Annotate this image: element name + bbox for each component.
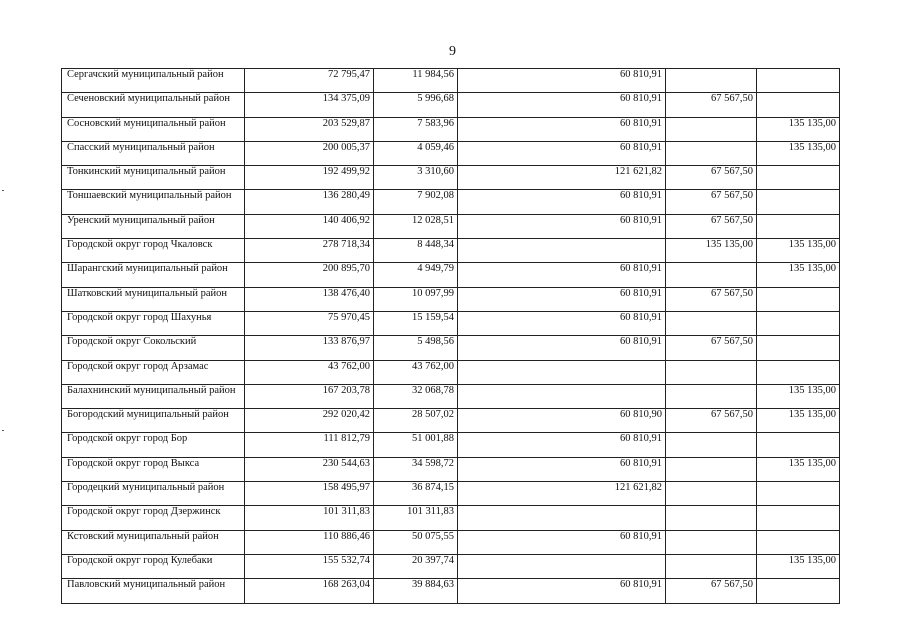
district-name-cell: Богородский муниципальный район <box>62 409 245 433</box>
amount-cell: 135 135,00 <box>757 554 840 578</box>
amount-cell <box>458 554 666 578</box>
table-row <box>62 530 840 554</box>
amount-cell: 5 498,56 <box>374 336 458 360</box>
amount-cell: 67 567,50 <box>666 287 757 311</box>
amount-cell: 8 448,34 <box>374 239 458 263</box>
amount-cell: 50 075,55 <box>374 530 458 554</box>
table-row <box>62 69 840 93</box>
amount-cell: 278 718,34 <box>245 239 374 263</box>
district-name-cell: Городской округ город Шахунья <box>62 311 245 335</box>
amount-cell: 67 567,50 <box>666 166 757 190</box>
amount-cell: 51 001,88 <box>374 433 458 457</box>
amount-cell <box>666 384 757 408</box>
district-name-cell: Сосновский муниципальный район <box>62 117 245 141</box>
amount-cell: 11 984,56 <box>374 69 458 93</box>
district-name-cell: Шарангский муниципальный район <box>62 263 245 287</box>
amount-cell <box>757 506 840 530</box>
amount-cell: 121 621,82 <box>458 482 666 506</box>
amount-cell <box>666 69 757 93</box>
amount-cell <box>458 239 666 263</box>
amount-cell: 60 810,91 <box>458 263 666 287</box>
table-row <box>62 506 840 530</box>
amount-cell: 135 135,00 <box>757 141 840 165</box>
table-row <box>62 166 840 190</box>
amount-cell <box>666 554 757 578</box>
amount-cell: 60 810,91 <box>458 190 666 214</box>
district-name-cell: Шатковский муниципальный район <box>62 287 245 311</box>
amount-cell: 200 895,70 <box>245 263 374 287</box>
district-name-cell: Городской округ Сокольский <box>62 336 245 360</box>
table-row <box>62 239 840 263</box>
amount-cell <box>757 311 840 335</box>
amount-cell: 203 529,87 <box>245 117 374 141</box>
amount-cell: 28 507,02 <box>374 409 458 433</box>
amount-cell: 10 097,99 <box>374 287 458 311</box>
amount-cell: 135 135,00 <box>757 239 840 263</box>
amount-cell <box>757 482 840 506</box>
table-row <box>62 287 840 311</box>
district-name-cell: Тоншаевский муниципальный район <box>62 190 245 214</box>
amount-cell: 3 310,60 <box>374 166 458 190</box>
amount-cell: 121 621,82 <box>458 166 666 190</box>
table-row <box>62 433 840 457</box>
amount-cell: 110 886,46 <box>245 530 374 554</box>
amount-cell <box>666 433 757 457</box>
amount-cell: 60 810,91 <box>458 69 666 93</box>
amount-cell: 230 544,63 <box>245 457 374 481</box>
budget-allocation-table <box>61 68 840 604</box>
amount-cell: 12 028,51 <box>374 214 458 238</box>
amount-cell: 60 810,91 <box>458 287 666 311</box>
district-name-cell: Сеченовский муниципальный район <box>62 93 245 117</box>
amount-cell <box>666 141 757 165</box>
district-name-cell: Уренский муниципальный район <box>62 214 245 238</box>
amount-cell: 135 135,00 <box>757 409 840 433</box>
table-row <box>62 93 840 117</box>
page-number: 9 <box>449 44 456 59</box>
amount-cell: 60 810,91 <box>458 311 666 335</box>
amount-cell <box>666 530 757 554</box>
amount-cell <box>757 336 840 360</box>
amount-cell: 34 598,72 <box>374 457 458 481</box>
amount-cell <box>757 214 840 238</box>
district-name-cell: Городской округ город Кулебаки <box>62 554 245 578</box>
district-name-cell: Сергачский муниципальный район <box>62 69 245 93</box>
district-name-cell: Городецкий муниципальный район <box>62 482 245 506</box>
amount-cell: 60 810,90 <box>458 409 666 433</box>
amount-cell: 133 876,97 <box>245 336 374 360</box>
amount-cell: 192 499,92 <box>245 166 374 190</box>
district-name-cell: Городской округ город Арзамас <box>62 360 245 384</box>
amount-cell <box>757 433 840 457</box>
amount-cell <box>757 69 840 93</box>
amount-cell: 43 762,00 <box>245 360 374 384</box>
table-row <box>62 579 840 603</box>
district-name-cell: Городской округ город Выкса <box>62 457 245 481</box>
amount-cell: 4 059,46 <box>374 141 458 165</box>
amount-cell: 67 567,50 <box>666 579 757 603</box>
amount-cell: 111 812,79 <box>245 433 374 457</box>
amount-cell: 135 135,00 <box>757 457 840 481</box>
district-name-cell: Кстовский муниципальный район <box>62 530 245 554</box>
amount-cell: 67 567,50 <box>666 214 757 238</box>
amount-cell <box>757 190 840 214</box>
amount-cell: 158 495,97 <box>245 482 374 506</box>
amount-cell <box>666 457 757 481</box>
amount-cell: 135 135,00 <box>666 239 757 263</box>
amount-cell <box>666 263 757 287</box>
table-row <box>62 457 840 481</box>
amount-cell: 135 135,00 <box>757 384 840 408</box>
amount-cell: 134 375,09 <box>245 93 374 117</box>
amount-cell: 60 810,91 <box>458 93 666 117</box>
table-row <box>62 336 840 360</box>
district-name-cell: Тонкинский муниципальный район <box>62 166 245 190</box>
amount-cell: 67 567,50 <box>666 409 757 433</box>
amount-cell <box>666 506 757 530</box>
amount-cell: 155 532,74 <box>245 554 374 578</box>
amount-cell: 60 810,91 <box>458 433 666 457</box>
table-row <box>62 117 840 141</box>
amount-cell: 67 567,50 <box>666 93 757 117</box>
amount-cell: 200 005,37 <box>245 141 374 165</box>
amount-cell: 138 476,40 <box>245 287 374 311</box>
amount-cell: 135 135,00 <box>757 263 840 287</box>
amount-cell <box>458 506 666 530</box>
amount-cell: 60 810,91 <box>458 579 666 603</box>
amount-cell: 60 810,91 <box>458 457 666 481</box>
district-name-cell: Павловский муниципальный район <box>62 579 245 603</box>
amount-cell <box>666 360 757 384</box>
amount-cell: 15 159,54 <box>374 311 458 335</box>
amount-cell: 39 884,63 <box>374 579 458 603</box>
amount-cell: 5 996,68 <box>374 93 458 117</box>
margin-mark <box>2 190 4 191</box>
amount-cell <box>458 384 666 408</box>
table-row <box>62 409 840 433</box>
district-name-cell: Балахнинский муниципальный район <box>62 384 245 408</box>
amount-cell: 136 280,49 <box>245 190 374 214</box>
amount-cell: 67 567,50 <box>666 336 757 360</box>
margin-mark <box>2 430 4 431</box>
amount-cell <box>757 93 840 117</box>
amount-cell: 101 311,83 <box>245 506 374 530</box>
amount-cell <box>757 360 840 384</box>
amount-cell: 168 263,04 <box>245 579 374 603</box>
amount-cell <box>666 482 757 506</box>
amount-cell: 135 135,00 <box>757 117 840 141</box>
amount-cell <box>458 360 666 384</box>
amount-cell: 7 583,96 <box>374 117 458 141</box>
amount-cell: 4 949,79 <box>374 263 458 287</box>
amount-cell: 20 397,74 <box>374 554 458 578</box>
table-row <box>62 384 840 408</box>
amount-cell: 67 567,50 <box>666 190 757 214</box>
amount-cell <box>757 579 840 603</box>
amount-cell: 101 311,83 <box>374 506 458 530</box>
amount-cell: 292 020,42 <box>245 409 374 433</box>
amount-cell <box>757 530 840 554</box>
amount-cell: 60 810,91 <box>458 530 666 554</box>
amount-cell: 36 874,15 <box>374 482 458 506</box>
amount-cell <box>666 117 757 141</box>
amount-cell: 60 810,91 <box>458 336 666 360</box>
amount-cell <box>757 166 840 190</box>
amount-cell: 60 810,91 <box>458 141 666 165</box>
amount-cell <box>666 311 757 335</box>
table-row <box>62 141 840 165</box>
amount-cell: 140 406,92 <box>245 214 374 238</box>
table-row <box>62 360 840 384</box>
table-row <box>62 214 840 238</box>
amount-cell: 72 795,47 <box>245 69 374 93</box>
amount-cell: 43 762,00 <box>374 360 458 384</box>
amount-cell: 32 068,78 <box>374 384 458 408</box>
amount-cell: 75 970,45 <box>245 311 374 335</box>
table-row <box>62 263 840 287</box>
amount-cell <box>757 287 840 311</box>
amount-cell: 60 810,91 <box>458 117 666 141</box>
amount-cell: 167 203,78 <box>245 384 374 408</box>
amount-cell: 7 902,08 <box>374 190 458 214</box>
table-row <box>62 190 840 214</box>
district-name-cell: Городской округ город Дзержинск <box>62 506 245 530</box>
district-name-cell: Городской округ город Бор <box>62 433 245 457</box>
amount-cell: 60 810,91 <box>458 214 666 238</box>
table-row <box>62 482 840 506</box>
district-name-cell: Городской округ город Чкаловск <box>62 239 245 263</box>
table-body <box>62 69 840 604</box>
table-row <box>62 554 840 578</box>
district-name-cell: Спасский муниципальный район <box>62 141 245 165</box>
table-row <box>62 311 840 335</box>
